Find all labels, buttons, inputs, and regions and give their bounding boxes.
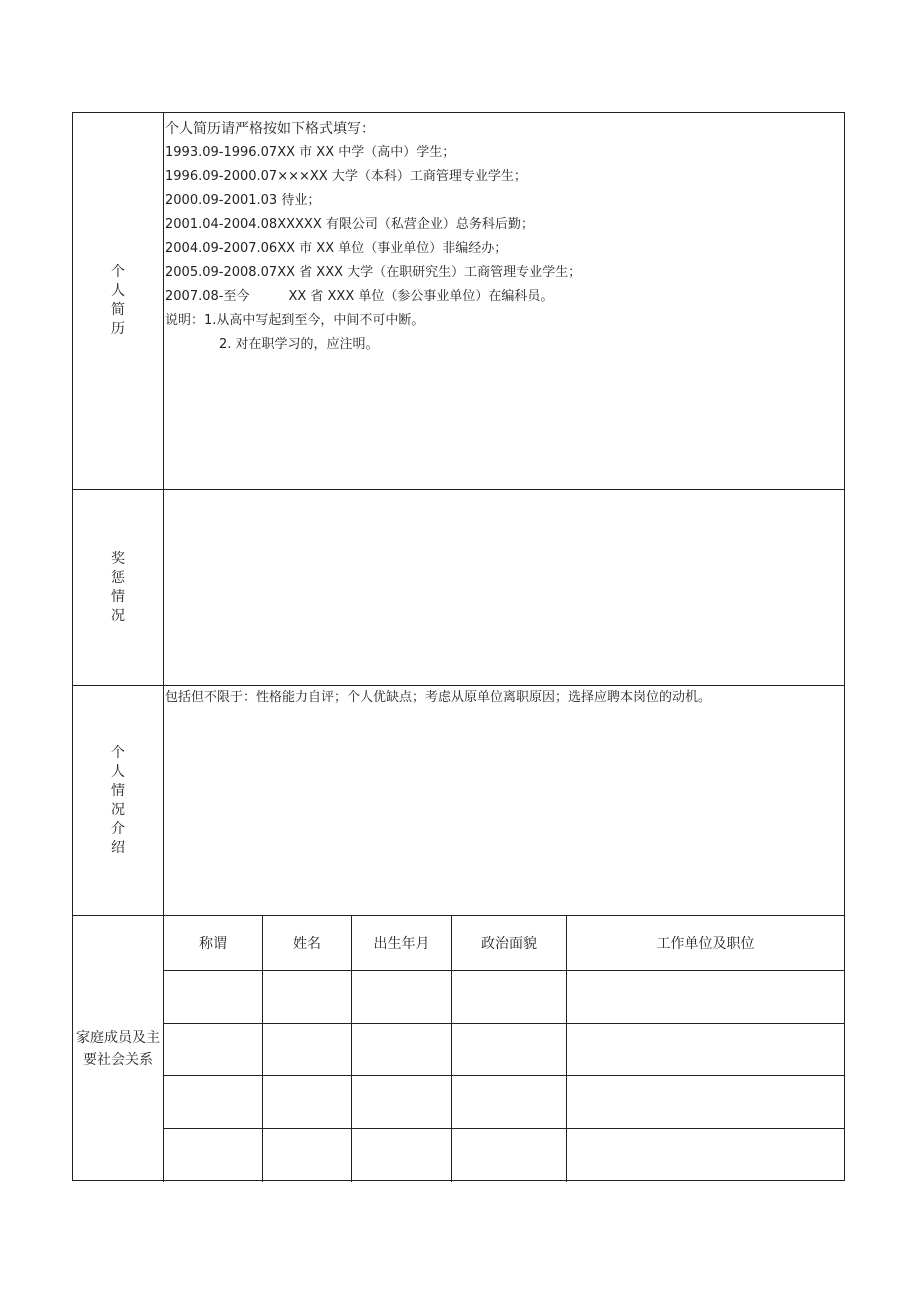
birth-cell[interactable] <box>352 1076 452 1128</box>
name-cell[interactable] <box>263 1024 352 1075</box>
resume-note: 2. 对在职学习的，应注明。 <box>219 337 379 352</box>
header-name: 姓名 <box>263 916 352 970</box>
intro-row <box>73 686 844 916</box>
political-cell[interactable] <box>452 1024 567 1075</box>
resume-line: 2005.09-2008.07XX 省 XXX 大学（在职研究生）工商管理专业学生； <box>165 265 582 280</box>
family-label-cell <box>73 916 164 1182</box>
family-header-row <box>164 916 844 971</box>
work-unit-cell[interactable] <box>567 1024 844 1075</box>
resume-line: 2000.09-2001.03 待业； <box>165 193 321 208</box>
awards-row <box>73 490 844 686</box>
application-form-table <box>72 112 845 1181</box>
birth-cell[interactable] <box>352 1024 452 1075</box>
political-cell[interactable] <box>452 1076 567 1128</box>
resume-line: 1996.09-2000.07×××XX 大学（本科）工商管理专业学生； <box>165 169 527 184</box>
header-political: 政治面貌 <box>452 916 567 970</box>
resume-line: 1993.09-1996.07XX 市 XX 中学（高中）学生； <box>165 145 456 160</box>
resume-instruction-title: 个人简历请严格按如下格式填写： <box>165 121 375 137</box>
resume-row <box>73 113 844 490</box>
resume-line: 2004.09-2007.06XX 市 XX 单位（事业单位）非编经办； <box>165 241 508 256</box>
resume-content[interactable] <box>164 113 844 489</box>
relation-cell[interactable] <box>164 1076 263 1128</box>
table-row <box>164 971 844 1024</box>
political-cell[interactable] <box>452 971 567 1023</box>
name-cell[interactable] <box>263 971 352 1023</box>
awards-content[interactable] <box>164 490 844 685</box>
name-cell[interactable] <box>263 1076 352 1128</box>
resume-note: 说明：1.从高中写起到至今，中间不可中断。 <box>165 313 425 328</box>
family-table <box>164 916 844 1182</box>
work-unit-cell[interactable] <box>567 971 844 1023</box>
birth-cell[interactable] <box>352 971 452 1023</box>
header-work-unit: 工作单位及职位 <box>656 936 755 952</box>
awards-label: 奖惩情况 <box>111 550 125 624</box>
table-row <box>164 1024 844 1076</box>
family-label: 家庭成员及主要社会关系 <box>76 1030 160 1068</box>
header-birth: 出生年月 <box>352 916 452 970</box>
resume-line: 2007.08-至今 XX 省 XXX 单位（参公事业单位）在编科员。 <box>165 289 554 304</box>
table-row <box>164 1129 844 1182</box>
resume-label: 个人简历 <box>111 264 125 337</box>
work-unit-cell[interactable] <box>567 1076 844 1128</box>
resume-label-cell <box>73 113 164 489</box>
awards-label-cell <box>73 490 164 685</box>
relation-cell[interactable] <box>164 971 263 1023</box>
political-cell[interactable] <box>452 1129 567 1182</box>
birth-cell[interactable] <box>352 1129 452 1182</box>
intro-label-cell <box>73 686 164 915</box>
relation-cell[interactable] <box>164 1024 263 1075</box>
name-cell[interactable] <box>263 1129 352 1182</box>
resume-line: 2001.04-2004.08XXXXX 有限公司（私营企业）总务科后勤； <box>165 217 534 232</box>
intro-label: 个人情况介绍 <box>111 744 125 856</box>
intro-content[interactable] <box>164 686 844 915</box>
table-row <box>164 1076 844 1129</box>
work-unit-cell[interactable] <box>567 1129 844 1182</box>
family-row <box>73 916 844 1182</box>
relation-cell[interactable] <box>164 1129 263 1182</box>
header-relation: 称谓 <box>164 916 263 970</box>
intro-instruction: 包括但不限于：性格能力自评；个人优缺点；考虑从原单位离职原因；选择应聘本岗位的动机。 <box>165 690 712 705</box>
